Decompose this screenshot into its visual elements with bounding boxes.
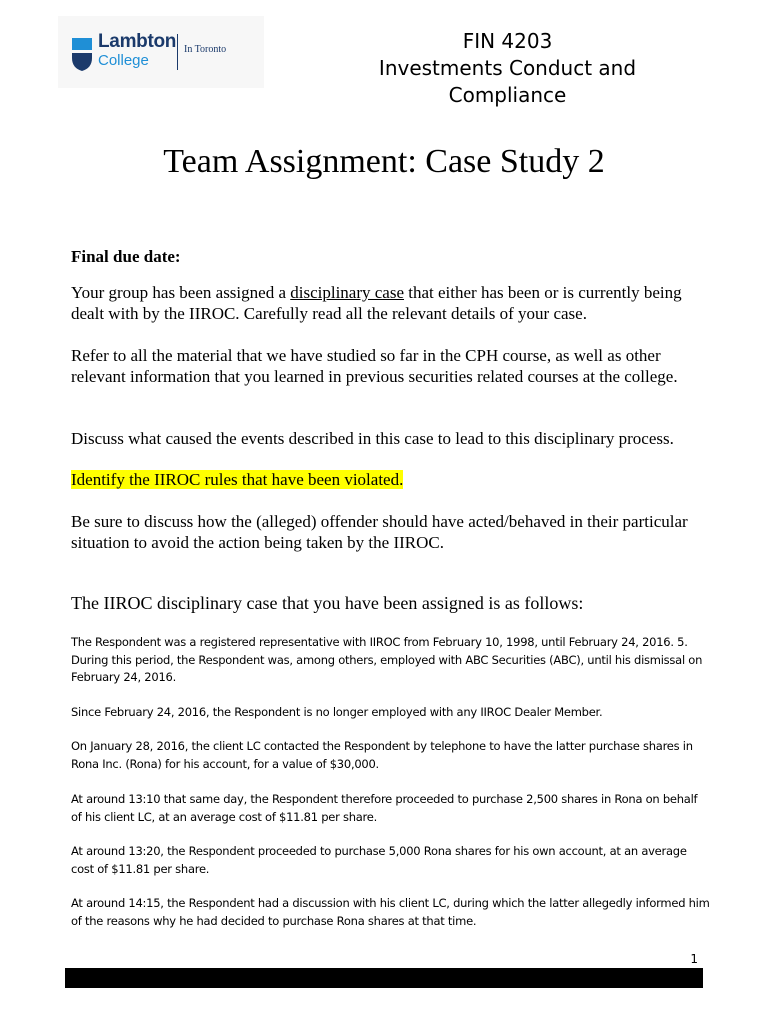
logo-name: Lambton (98, 31, 177, 52)
paragraph-discuss-cause: Discuss what caused the events described in this case to lead to this disciplinary process. (71, 429, 674, 448)
logo-college: College (98, 52, 149, 69)
case-paragraph: On January 28, 2016, the client LC contacted the Respondent by telephone to have the latter purchase shares in Rona Inc. (Rona) for his account, for a value of $30,000. (71, 739, 693, 771)
college-logo (58, 16, 264, 88)
case-paragraph: The Respondent was a registered representative with IIROC from February 10, 1998, until February 24, 2016. 5. During this period, the Respondent was, among others, employed with ABC Securities (ABC), until his dismissal on February 24, 2016. (71, 635, 703, 684)
disciplinary-case-text: disciplinary case (290, 283, 405, 302)
shield-icon (70, 36, 94, 72)
paragraph-assignment (71, 282, 711, 324)
footer-bar (65, 968, 703, 988)
course-title-line1: Investments Conduct and (378, 56, 637, 80)
logo-divider (177, 34, 178, 70)
highlighted-text: Identify the IIROC rules that have been violated. (71, 470, 404, 489)
paragraph-text: Your group has been assigned a (71, 283, 291, 302)
case-paragraph: At around 13:20, the Respondent proceeded to purchase 5,000 Rona shares for his own account, at an average cost of $11.81 per share. (71, 844, 687, 876)
case-paragraph: At around 13:10 that same day, the Respondent therefore proceeded to purchase 2,500 shares in Rona on behalf of his client LC, at an average cost of $11.81 per share. (71, 792, 698, 824)
case-paragraph: Since February 24, 2016, the Respondent is no longer employed with any IIROC Dealer Member. (71, 705, 603, 719)
course-title-line2: Compliance (448, 83, 567, 107)
course-header (350, 28, 665, 109)
logo-location: In Toronto (184, 44, 227, 55)
due-date-label: Final due date: (71, 247, 181, 266)
paragraph-offender: Be sure to discuss how the (alleged) offender should have acted/behaved in their particular situation to avoid the action being taken by the IIROC. (71, 512, 688, 552)
paragraph-material: Refer to all the material that we have studied so far in the CPH course, as well as other relevant information that you learned in previous securities related courses at the college. (71, 346, 678, 386)
document-title: Team Assignment: Case Study 2 (163, 143, 605, 180)
course-code: FIN 4203 (462, 29, 553, 53)
paragraph-case-intro: The IIROC disciplinary case that you have been assigned is as follows: (71, 593, 584, 613)
paragraph-text: that either has been or is currently being dealt with by the IIROC. Carefully read all the relevant details of your case. (71, 283, 682, 323)
paragraph-rules (71, 469, 711, 490)
page-number: 1 (690, 952, 698, 966)
case-paragraph: At around 14:15, the Respondent had a discussion with his client LC, during which the latter allegedly informed him of the reasons why he had decided to purchase Rona shares at that time. (71, 896, 710, 928)
